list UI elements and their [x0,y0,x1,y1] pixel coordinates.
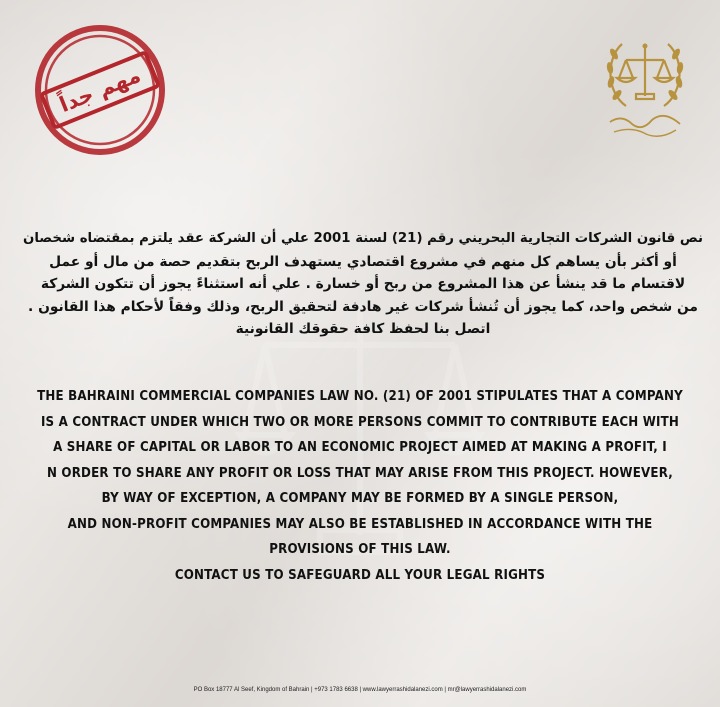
english-line: PROVISIONS OF THIS LAW. [269,542,451,557]
arabic-line: من شخص واحد، كما يجوز أن تُنشأ شركات غير هادفة لتحقيق الربح، وذلك وفقاً لأحكام هذا القانون . [28,298,698,315]
stamp-text: مهم جداً [56,62,144,118]
english-text-block [10,384,710,588]
arabic-line: أو أكثر بأن يساهم كل منهم في مشروع اقتصادي يستهدف الربح بتقديم حصة من مال أو عمل [49,253,677,270]
english-line: AND NON-PROFIT COMPANIES MAY ALSO BE ESTABLISHED IN ACCORDANCE WITH THE [67,516,653,532]
english-line: IS A CONTRACT UNDER WHICH TWO OR MORE PERSONS COMMIT TO CONTRIBUTE EACH WITH [40,414,680,430]
english-line: N ORDER TO SHARE ANY PROFIT OR LOSS THAT MAY ARISE FROM THIS PROJECT. HOWEVER, [46,465,674,481]
arabic-text-block [20,228,706,341]
english-line: BY WAY OF EXCEPTION, A COMPANY MAY BE FORMED BY A SINGLE PERSON, [101,491,619,506]
arabic-line: نص قانون الشركات التجارية البحريني رقم (21) لسنة 2001 علي أن الشركة عقد يلتزم بمقتضاه شخصان [22,231,704,246]
arabic-line: اتصل بنا لحفظ كافة حقوقك القانونية [235,321,491,337]
contact-footer: PO Box 18777 Al Seef, Kingdom of Bahrain | +973 1783 6638 | www.lawyerrashidalanezi.com | mr@lawyerrashidalanezi.com [193,687,527,693]
english-line: A SHARE OF CAPITAL OR LABOR TO AN ECONOMIC PROJECT AIMED AT MAKING A PROFIT, I [53,440,667,455]
english-line: CONTACT US TO SAFEGUARD ALL YOUR LEGAL RIGHTS [174,567,546,583]
english-line: THE BAHRAINI COMMERCIAL COMPANIES LAW NO. (21) OF 2001 STIPULATES THAT A COMPANY [37,389,683,404]
scales-of-justice-laurel-icon [602,30,688,140]
arabic-line: لاقتسام ما قد ينشأ عن هذا المشروع من ربح أو خسارة . علي أنه استثناءً يجوز أن تتكون الشركة [40,276,686,292]
